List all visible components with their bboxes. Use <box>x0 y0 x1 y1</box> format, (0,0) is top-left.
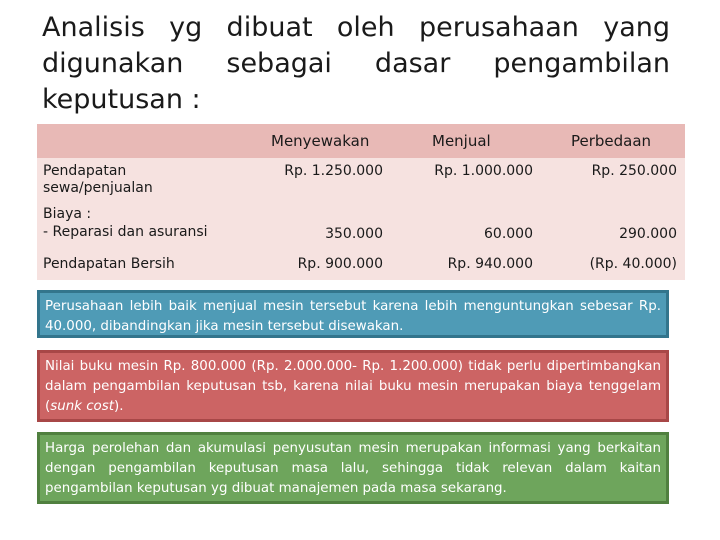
header-menjual: Menjual <box>432 132 491 150</box>
note-sunk-cost-end: ). <box>113 399 124 414</box>
row-label-biaya: Biaya : <box>43 206 92 222</box>
row-label-pendapatan-bersih: Pendapatan Bersih <box>43 256 175 272</box>
cell-menyewakan-pendapatan: Rp. 1.250.000 <box>284 163 383 179</box>
note-conclusion: Perusahaan lebih baik menjual mesin tersebut karena lebih menguntungkan sebesar Rp. 40.000, dibandingkan jika mesin tersebut disewakan. <box>37 290 669 338</box>
cell-menjual-bersih: Rp. 940.000 <box>447 256 533 272</box>
cell-menjual-pendapatan: Rp. 1.000.000 <box>434 163 533 179</box>
cell-perbedaan-pendapatan: Rp. 250.000 <box>591 163 677 179</box>
cell-menyewakan-biaya: 350.000 <box>325 226 383 242</box>
header-menyewakan: Menyewakan <box>271 132 370 150</box>
cell-perbedaan-bersih: (Rp. 40.000) <box>589 256 677 272</box>
cell-menyewakan-bersih: Rp. 900.000 <box>297 256 383 272</box>
row-label-pendapatan-sewa: Pendapatan sewa/penjualan <box>43 163 153 196</box>
page-title: Analisis yg dibuat oleh perusahaan yang digunakan sebagai dasar pengambilan keputusan : <box>42 12 670 115</box>
comparison-table <box>37 124 685 280</box>
note-irrelevant-cost: Harga perolehan dan akumulasi penyusutan mesin merupakan informasi yang berkaitan dengan pengambilan keputusan masa lalu, sehingga tidak relevan dalam kaitan pengambilan keputusan yg dibuat manajemen pada masa sekarang. <box>37 432 669 504</box>
table-body <box>37 158 685 280</box>
header-perbedaan: Perbedaan <box>571 132 652 150</box>
table-header <box>37 124 685 158</box>
cell-perbedaan-biaya: 290.000 <box>619 226 677 242</box>
note-sunk-cost-term: sunk cost <box>50 399 114 414</box>
cell-menjual-biaya: 60.000 <box>484 226 533 242</box>
row-label-reparasi: - Reparasi dan asuransi <box>43 224 208 240</box>
note-sunk-cost-text: Nilai buku mesin Rp. 800.000 (Rp. 2.000.000- Rp. 1.200.000) tidak perlu dipertimbangkan dalam pengambilan keputusan tsb, karena nilai buku mesin merupakan biaya tenggelam ( <box>45 359 661 414</box>
note-sunk-cost <box>37 350 669 422</box>
